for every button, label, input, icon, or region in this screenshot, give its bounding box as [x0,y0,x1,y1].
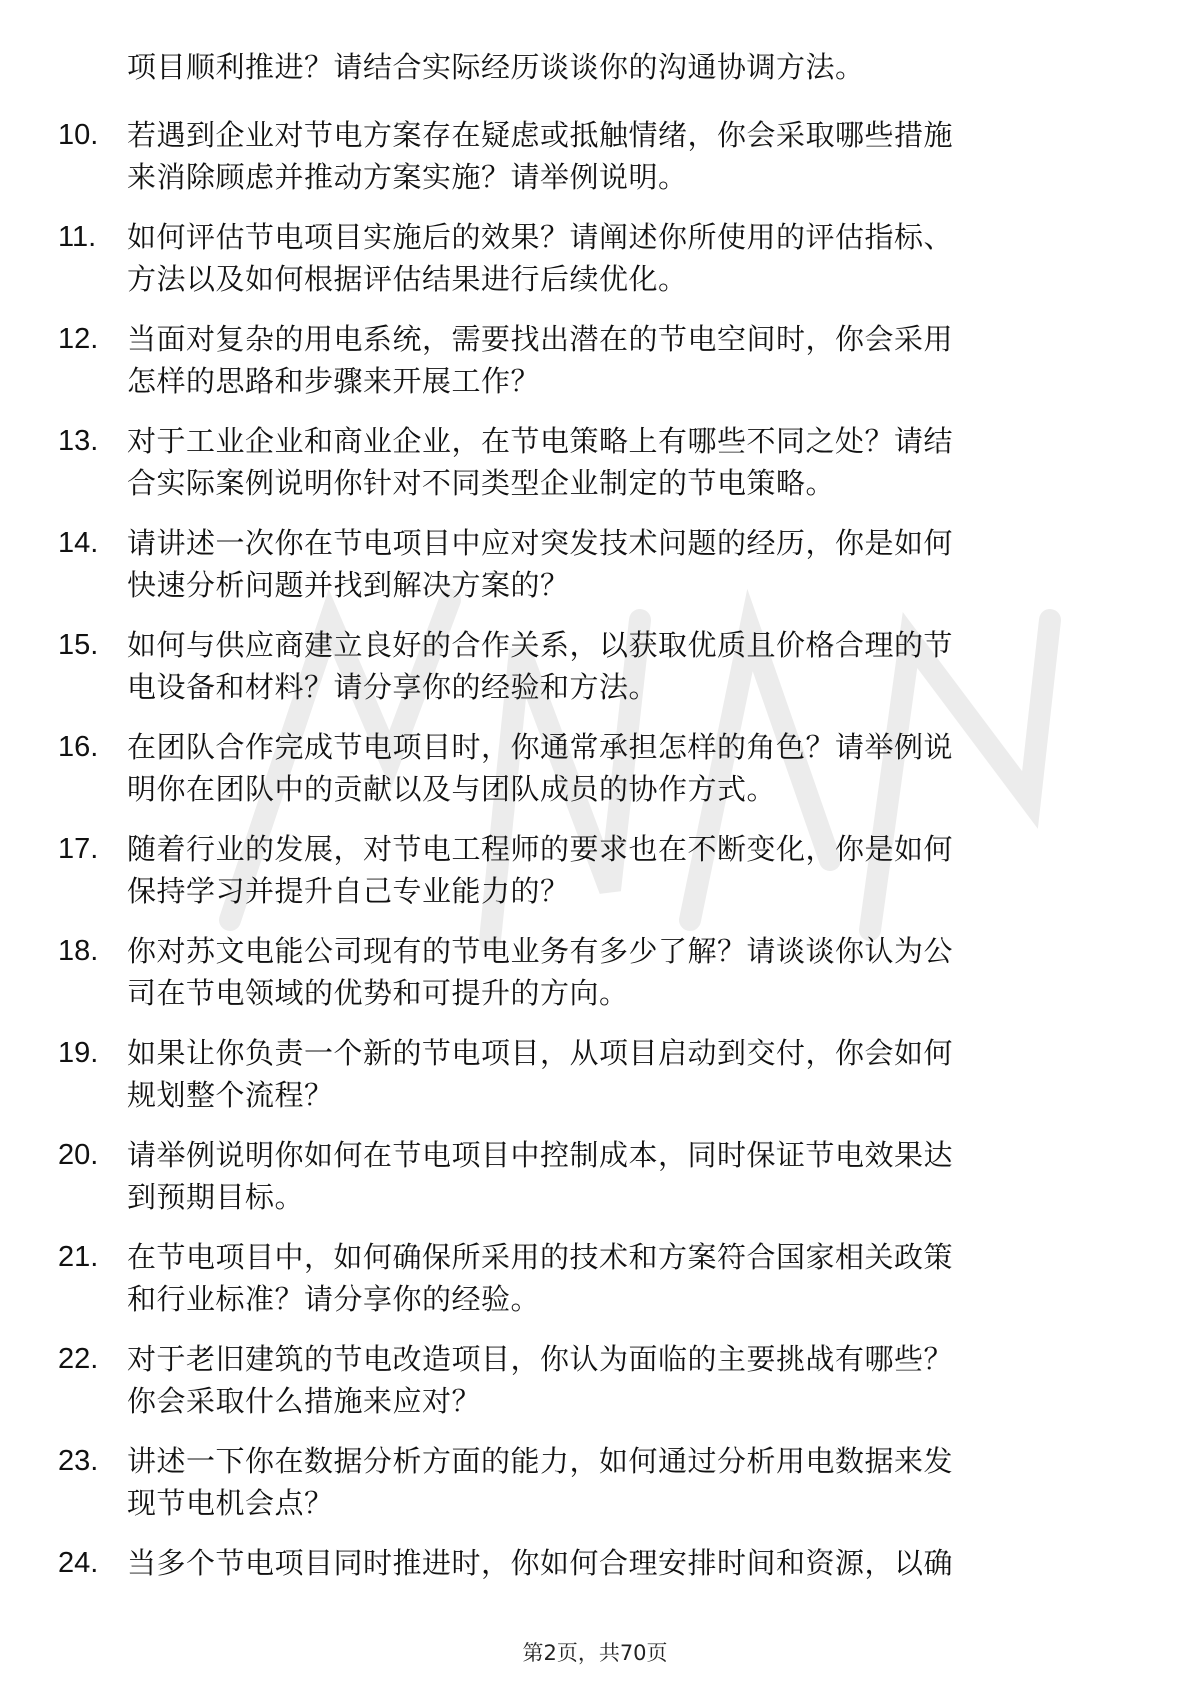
list-item [58,1134,1128,1228]
list-item [58,1032,1128,1126]
question-number: 16. [58,731,99,763]
question-text-line2: 方法以及如何根据评估结果进行后续优化。 [127,262,688,296]
list-item [58,114,1128,208]
question-number: 11. [58,221,97,253]
question-text-line1: 讲述一下你在数据分析方面的能力，如何通过分析用电数据来发 [127,1444,954,1478]
question-list [58,114,1128,1644]
question-text-line1: 请举例说明你如何在节电项目中控制成本，同时保证节电效果达 [127,1138,954,1172]
question-text-line1: 在节电项目中，如何确保所采用的技术和方案符合国家相关政策 [127,1240,954,1274]
question-text-line2: 明你在团队中的贡献以及与团队成员的协作方式。 [127,772,777,806]
question-number: 20. [58,1139,99,1171]
question-number: 10. [58,119,99,151]
list-item [58,318,1128,412]
question-text-line1: 对于工业企业和商业企业，在节电策略上有哪些不同之处？请结 [127,424,954,458]
list-item [58,1542,1128,1636]
question-text-line2: 到预期目标。 [127,1180,305,1214]
question-number: 21. [58,1241,99,1273]
question-number: 24. [58,1547,99,1579]
question-number: 19. [58,1037,99,1069]
question-text-line1: 对于老旧建筑的节电改造项目，你认为面临的主要挑战有哪些？ [127,1342,954,1376]
question-text-line1: 随着行业的发展，对节电工程师的要求也在不断变化，你是如何 [127,832,954,866]
list-item [58,624,1128,718]
question-text-line2: 保持学习并提升自己专业能力的？ [127,874,570,908]
list-item [58,828,1128,922]
question-text-line1: 当面对复杂的用电系统，需要找出潜在的节电空间时，你会采用 [127,322,954,356]
question-number: 18. [58,935,99,967]
question-text-line1: 若遇到企业对节电方案存在疑虑或抵触情绪，你会采取哪些措施 [127,118,954,152]
question-text-line2: 合实际案例说明你针对不同类型企业制定的节电策略。 [127,466,836,500]
question-text-line2: 和行业标准？请分享你的经验。 [127,1282,541,1316]
list-item [58,216,1128,310]
list-item [58,1236,1128,1330]
question-number: 22. [58,1343,99,1375]
continuation-text: 项目顺利推进？请结合实际经历谈谈你的沟通协调方法。 [127,50,865,84]
question-text-line2: 你会采取什么措施来应对？ [127,1384,482,1418]
question-text-line2: 规划整个流程？ [127,1078,334,1112]
list-item [58,522,1128,616]
question-text-line2: 来消除顾虑并推动方案实施？请举例说明。 [127,160,688,194]
question-number: 17. [58,833,99,865]
list-item [58,420,1128,514]
question-text-line2: 快速分析问题并找到解决方案的？ [127,568,570,602]
question-text-line1: 如何与供应商建立良好的合作关系，以获取优质且价格合理的节 [127,628,954,662]
question-number: 13. [58,425,99,457]
question-text-line1: 当多个节电项目同时推进时，你如何合理安排时间和资源，以确 [127,1546,954,1580]
question-text-line2: 怎样的思路和步骤来开展工作？ [127,364,541,398]
question-text-line2: 司在节电领域的优势和可提升的方向。 [127,976,629,1010]
question-text-line2: 电设备和材料？请分享你的经验和方法。 [127,670,659,704]
list-item [58,930,1128,1024]
list-item [58,1338,1128,1432]
question-text-line1: 如何评估节电项目实施后的效果？请阐述你所使用的评估指标、 [127,220,954,254]
list-item [58,726,1128,820]
page-footer: 第2页，共70页 [522,1641,668,1665]
question-text-line1: 你对苏文电能公司现有的节电业务有多少了解？请谈谈你认为公 [127,934,954,968]
list-item [58,1440,1128,1534]
question-text-line1: 在团队合作完成节电项目时，你通常承担怎样的角色？请举例说 [127,730,954,764]
question-text-line1: 请讲述一次你在节电项目中应对突发技术问题的经历，你是如何 [127,526,954,560]
question-number: 12. [58,323,99,355]
question-text-line2: 现节电机会点？ [127,1486,334,1520]
question-text-line1: 如果让你负责一个新的节电项目，从项目启动到交付，你会如何 [127,1036,954,1070]
question-number: 23. [58,1445,99,1477]
question-number: 15. [58,629,99,661]
question-number: 14. [58,527,99,559]
